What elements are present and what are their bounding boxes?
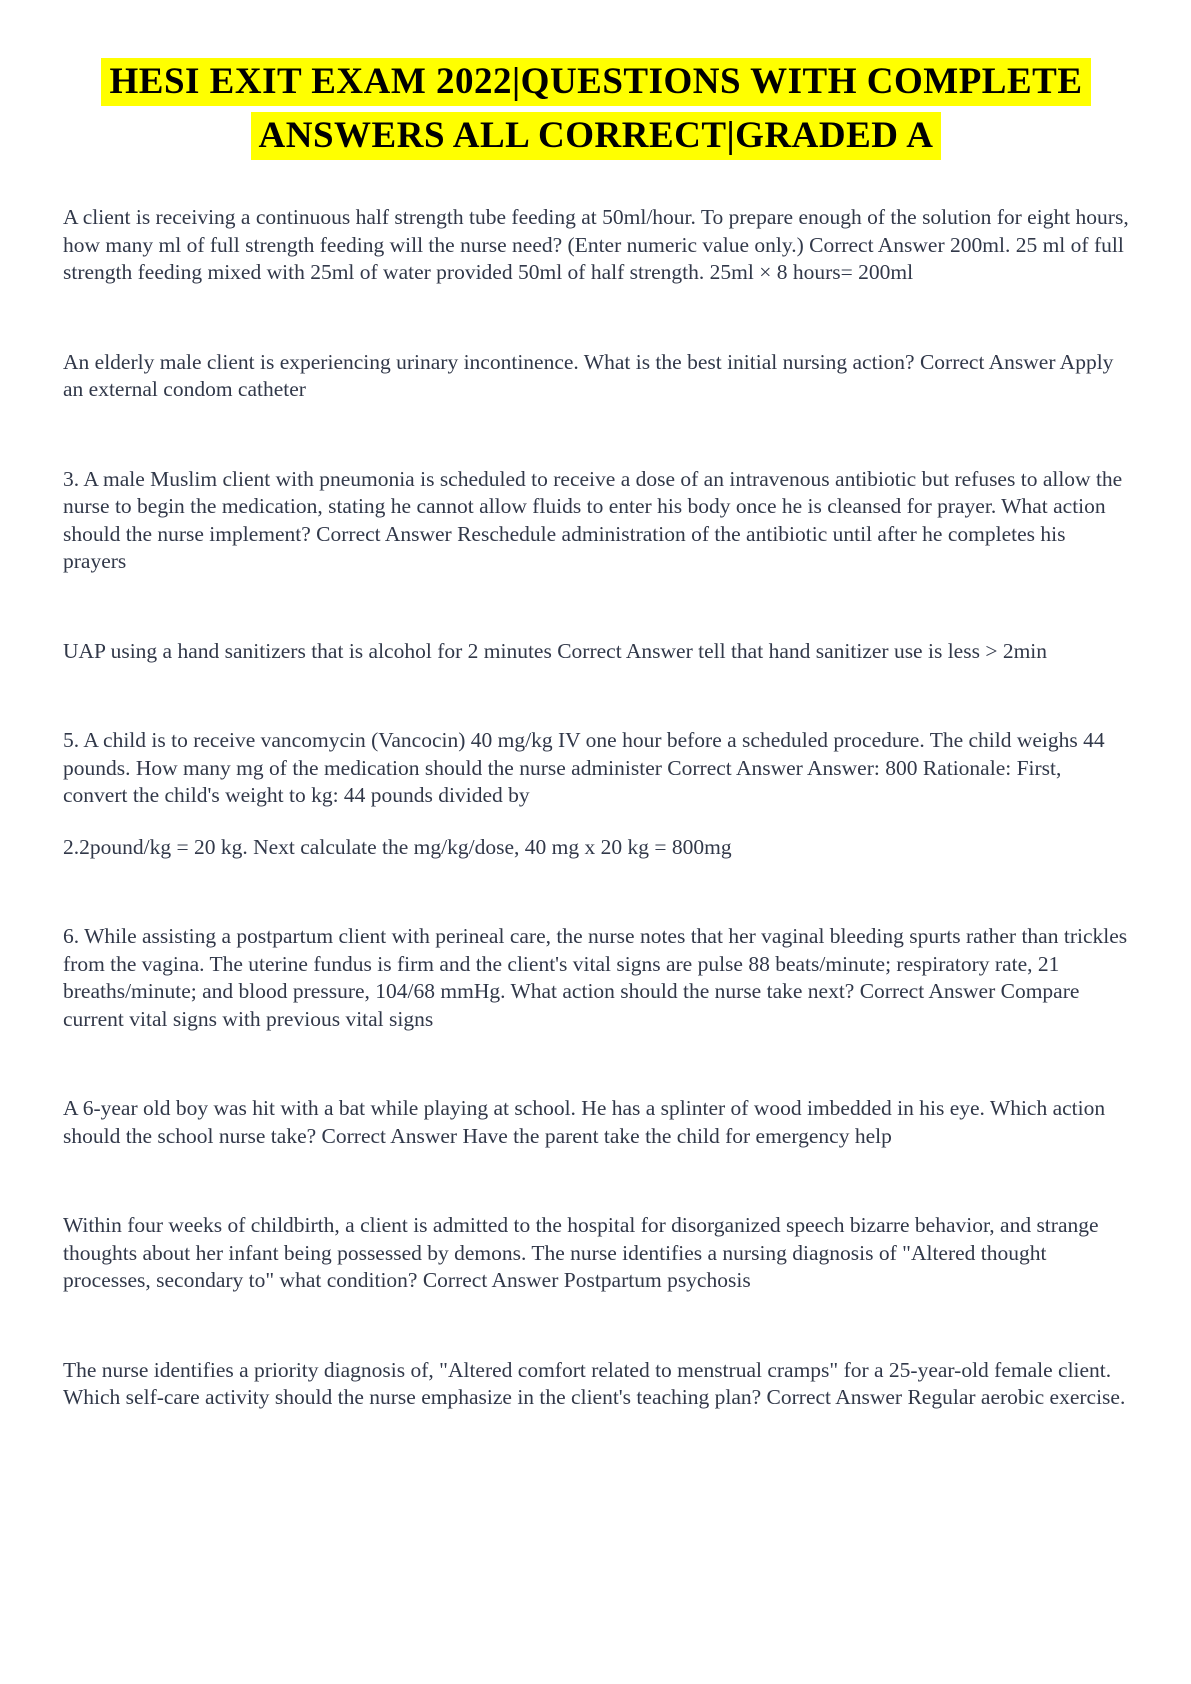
page-title-line-2: ANSWERS ALL CORRECT|GRADED A xyxy=(251,112,942,160)
question-paragraph-8: Within four weeks of childbirth, a client is admitted to the hospital for disorganized speech bizarre behavior, and strange thoughts about her infant being possessed by demons. The nurse identifies a nursing diagnosis of "Altered thought processes, secondary to" what condition? Correct Answer Postpartum psychosis xyxy=(63,1213,1099,1292)
page-title xyxy=(63,58,1129,166)
question-paragraph-9: The nurse identifies a priority diagnosis of, "Altered comfort related to menstrual cramps" for a 25-year-old female client. Which self-care activity should the nurse emphasize in the client's teaching plan? Correct Answer Regular aerobic exercise. xyxy=(63,1357,1126,1409)
page-title-line-1: HESI EXIT EXAM 2022|QUESTIONS WITH COMPLETE xyxy=(101,58,1090,106)
page-title-row-1 xyxy=(63,58,1129,112)
question-paragraph-1: A client is receiving a continuous half strength tube feeding at 50ml/hour. To prepare enough of the solution for eight hours, how many ml of full strength feeding will the nurse need? (Enter numeric value only.) Correct Answer 200ml. 25 ml of full strength feeding mixed with 25ml of water provided 50ml of half strength. 25ml × 8 hours= 200ml xyxy=(63,205,1129,284)
question-paragraph-7: A 6-year old boy was hit with a bat while playing at school. He has a splinter of wood imbedded in his eye. Which action should the school nurse take? Correct Answer Have the parent take the child for emergency help xyxy=(63,1096,1106,1148)
question-paragraph-6: 6. While assisting a postpartum client with perineal care, the nurse notes that her vaginal bleeding spurts rather than trickles from the vagina. The uterine fundus is firm and the client's vital signs are pulse 88 beats/minute; respiratory rate, 21 breaths/minute; and blood pressure, 104/68 mmHg. What action should the nurse take next? Correct Answer Compare current vital signs with previous vital signs xyxy=(63,924,1128,1031)
document-body xyxy=(63,204,1129,1412)
question-paragraph-5-continuation: 2.2pound/kg = 20 kg. Next calculate the mg/kg/dose, 40 mg x 20 kg = 800mg xyxy=(63,834,732,859)
question-paragraph-3: 3. A male Muslim client with pneumonia is scheduled to receive a dose of an intravenous antibiotic but refuses to allow the nurse to begin the medication, stating he cannot allow fluids to enter his body once he is cleansed for prayer. What action should the nurse implement? Correct Answer Reschedule administration of the antibiotic until after he completes his prayers xyxy=(63,466,1123,573)
question-paragraph-2: An elderly male client is experiencing urinary incontinence. What is the best initial nursing action? Correct Answer Apply an external condom catheter xyxy=(63,349,1114,401)
question-paragraph-5: 5. A child is to receive vancomycin (Vancocin) 40 mg/kg IV one hour before a scheduled procedure. The child weighs 44 pounds. How many mg of the medication should the nurse administer Correct Answer Answer: 800 Rationale: First, convert the child's weight to kg: 44 pounds divided by xyxy=(63,728,1105,807)
question-paragraph-4: UAP using a hand sanitizers that is alcohol for 2 minutes Correct Answer tell that hand sanitizer use is less > 2min xyxy=(63,638,1048,663)
page-title-row-2 xyxy=(63,112,1129,166)
